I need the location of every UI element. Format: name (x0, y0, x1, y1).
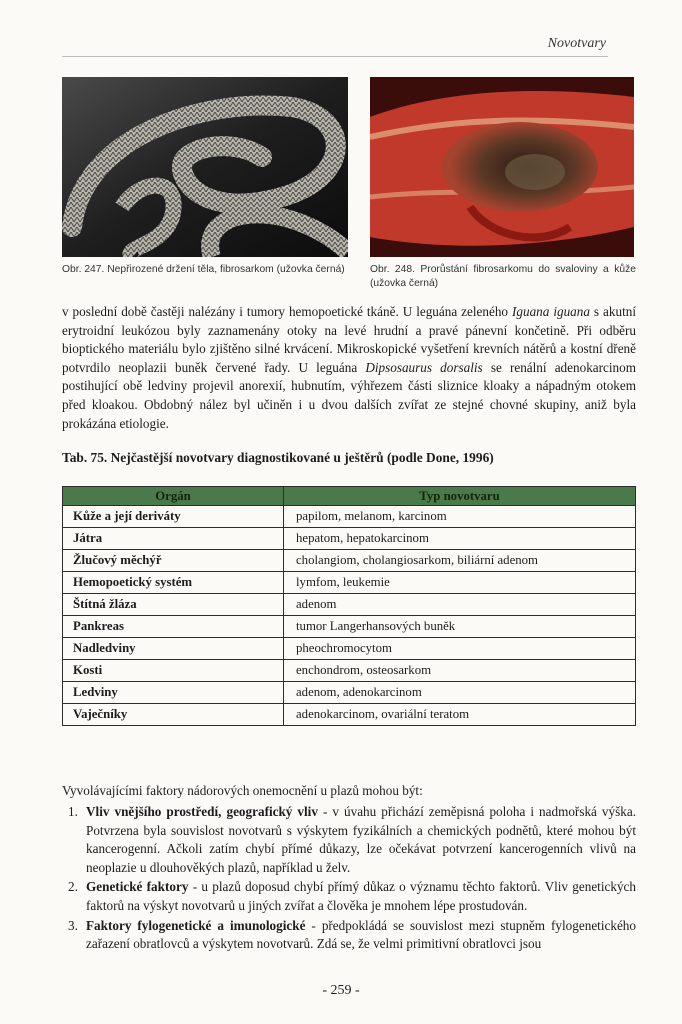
table-row (63, 572, 636, 594)
tumor-photo (370, 77, 634, 257)
tumor-type-cell: papilom, melanom, karcinom (284, 506, 636, 528)
organ-cell: Žlučový měchýř (63, 550, 284, 572)
tumor-type-cell: adenom (284, 594, 636, 616)
tumor-type-cell: lymfom, leukemie (284, 572, 636, 594)
running-header (62, 34, 608, 57)
organ-cell: Štítná žláza (63, 594, 284, 616)
organ-cell: Hemopoetický systém (63, 572, 284, 594)
column-header-tumor-type: Typ novotvaru (284, 487, 636, 506)
table-row (63, 594, 636, 616)
species-name: Iguana iguana (512, 304, 590, 319)
table-row (63, 506, 636, 528)
factor-title: Vliv vnějšího prostředí, geografický vliv (86, 804, 318, 819)
tumor-table (62, 486, 636, 726)
factors-intro: Vyvolávajícími faktory nádorových onemocnění u plazů mohou být: (62, 783, 423, 798)
species-name: Dipsosaurus dorsalis (365, 359, 483, 375)
chapter-title: Novotvary (547, 36, 606, 51)
factor-title: Faktory fylogenetické a imunologické (86, 917, 306, 933)
tumor-type-cell: cholangiom, cholangiosarkom, biliární adenom (284, 550, 636, 572)
table-row (63, 550, 636, 572)
table-title: Tab. 75. Nejčastější novotvary diagnostikované u ještěrů (podle Done, 1996) (62, 450, 494, 465)
factor-text: - v úvahu přichází zeměpisná poloha i nadmořská výška. Potvrzena byla souvislost novotvarů s výskytem fyzikálních a chemických podnětů, které mohou být kancerogenní. Ačkoli zatím chybí přímé důkazy, lze očekávat potvrzení kancerogenních vlivů na neoplazie u dlouhověkých plazů, například u želv. (86, 804, 636, 875)
organ-cell: Nadledviny (63, 638, 284, 660)
tumor-type-cell: adenokarcinom, ovariální teratom (284, 704, 636, 726)
figure-caption-248: Obr. 248. Prorůstání fibrosarkomu do svaloviny a kůže (užovka černá) (370, 264, 636, 289)
figure-caption-247: Obr. 247. Nepřirozené držení těla, fibrosarkom (užovka černá) (62, 264, 345, 275)
list-item (62, 878, 636, 915)
organ-cell: Kůže a její deriváty (63, 506, 284, 528)
table-row (63, 660, 636, 682)
table-row (63, 616, 636, 638)
organ-cell: Játra (63, 528, 284, 550)
list-item (62, 803, 636, 877)
table-header-row (63, 487, 636, 506)
snake-photo (62, 77, 348, 257)
organ-cell: Ledviny (63, 682, 284, 704)
list-number: 3. (68, 917, 78, 933)
body-paragraph: v poslední době častěji nalézány i tumory hemopoetické tkáně. U leguána zeleného Iguana iguana s akutní erytroidní leukózou byly zaznamenány otoky na levé hrudní a pravé pánevní končetině. Při odběru bioptického materiálu bylo zjištěno silné krvácení. Mikroskopické vyšetření krevních nátěrů a kostní dřeně potvrdilo neoplazii buněk červené řady. U leguána Dipsosaurus dorsalis se renální adenokarcinom postihující obě ledviny projevil anorexií, hubnutím, výhřezem části sliznice kloaky a nápadným otokem před kloakou. Obdobný nález byl učiněn i u dvou dalších zvířat ze stejné chovné skupiny, aniž byla prokázána etiologie. (62, 304, 636, 431)
list-item (62, 917, 636, 954)
tumor-type-cell: enchondrom, osteosarkom (284, 660, 636, 682)
table-row (63, 638, 636, 660)
tumor-type-cell: tumor Langerhansových buněk (284, 616, 636, 638)
page-number: - 259 - (322, 983, 360, 998)
factor-text: - u plazů doposud chybí přímý důkaz o významu těchto faktorů. Vliv genetických faktorů na výskyt novotvarů u jiných zvířat a člověka je mnohem lépe prostudován. (86, 879, 636, 913)
column-header-organ: Orgán (63, 487, 284, 506)
tumor-type-cell: hepatom, hepatokarcinom (284, 528, 636, 550)
list-number: 1. (68, 804, 78, 819)
organ-cell: Kosti (63, 660, 284, 682)
table-row (63, 704, 636, 726)
table-row (63, 528, 636, 550)
list-number: 2. (68, 879, 78, 895)
factor-text: - předpokládá se souvislost mezi stupněm fylogenetického zařazení obratlovců a výskytem novotvarů. Zdá se, že velmi primitivní obratlovci jsou (86, 917, 636, 952)
tumor-type-cell: pheochromocytom (284, 638, 636, 660)
organ-cell: Vaječníky (63, 704, 284, 726)
organ-cell: Pankreas (63, 616, 284, 638)
tumor-type-cell: adenom, adenokarcinom (284, 682, 636, 704)
table-row (63, 682, 636, 704)
factor-list (62, 803, 636, 955)
factor-title: Genetické faktory (86, 879, 189, 895)
